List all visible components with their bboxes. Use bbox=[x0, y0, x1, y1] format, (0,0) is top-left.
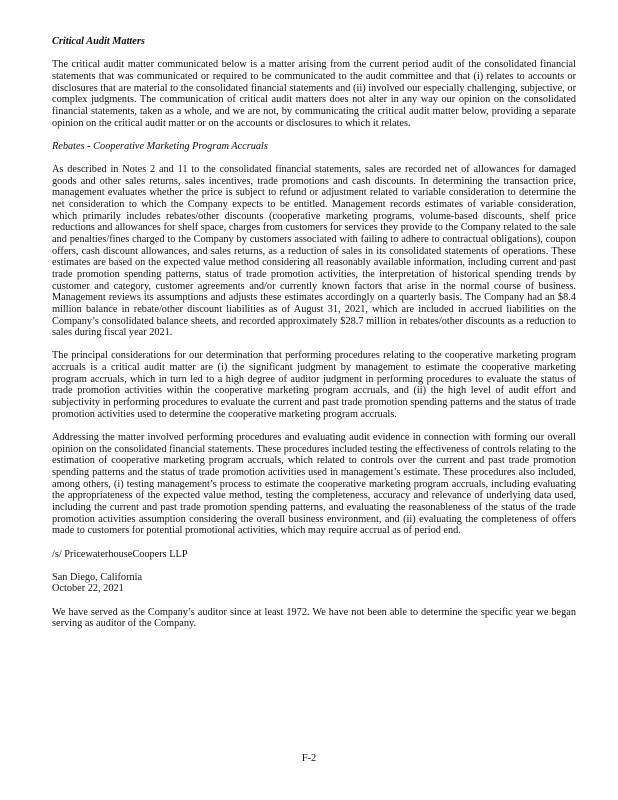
location: San Diego, California bbox=[52, 571, 143, 583]
closing-paragraph: We have served as the Company’s auditor since at least 1972. We have not been able to determine the specific year we began serving as auditor of the Company. bbox=[52, 606, 576, 630]
body-paragraph: As described in Notes 2 and 11 to the consolidated financial statements, sales are recorded net of allowances for damaged goods and other sales returns, sales incentives, trade promotions and cash discounts. In determining the transaction price, management evaluates whether the price is subject to refund or adjustment related to variable consideration to determine the net consideration to which the Company expects to be entitled. Management records estimates of variable consideration, which primarily includes rebates/other discounts (cooperative marketing programs, volume-based discounts, shelf price reductions and allowances for shelf space, charges from customers for services they provide to the Company related to the sale and penalties/fines charged to the Company by customers associated with failing to adhere to contractual obligations), coupon offers, cash discount allowances, and sales returns, as a reduction of sales in its consolidated statements of operations. These estimates are based on the expected value method considering all reasonably available information, including current and past trade promotion spending patterns, status of trade promotion activities, the interpretation of historical spending trends by customer and category, customer agreements and/or currently known factors that arise in the normal course of business. Management reviews its assumptions and adjusts these estimates accordingly on a quarterly basis. The Company had an $8.4 million balance in rebate/other discount liabilities as of August 31, 2021, which are included in accrued liabilities on the Company’s consolidated balance sheets, and recorded approximately $28.7 million in rebates/other discounts as a reduction to sales during fiscal year 2021. bbox=[52, 164, 576, 339]
subsection-heading: Rebates - Cooperative Marketing Program Accruals bbox=[52, 140, 268, 152]
location-date-block bbox=[52, 572, 576, 595]
signature: /s/ PricewaterhouseCoopers LLP bbox=[52, 548, 188, 560]
body-paragraph: The principal considerations for our determination that performing procedures relating to the cooperative marketing program accruals is a critical audit matter are (i) the significant judgment by management to estimate the cooperative marketing program accruals, which in turn led to a high degree of auditor judgment in performing procedures to evaluate the status of trade promotion activities within the cooperative marketing program accruals, and (ii) the high level of audit effort and subjectivity in performing procedures to evaluate the current and past trade promotion spending patterns and the status of trade promotion activities used to determine the cooperative marketing program accruals. bbox=[52, 350, 576, 420]
date: October 22, 2021 bbox=[52, 583, 124, 595]
page-number: F-2 bbox=[301, 753, 317, 764]
body-paragraph: Addressing the matter involved performing procedures and evaluating audit evidence in connection with forming our overall opinion on the consolidated financial statements. These procedures included testing the effectiveness of controls relating to the estimation of cooperative marketing program accruals, which related to controls over the current and past trade promotion spending patterns and the status of trade promotion activities used in management’s estimate. These procedures also included, among others, (i) testing management’s process to estimate the cooperative marketing program accruals, including evaluating the appropriateness of the expected value method, testing the completeness, accuracy and relevance of underlying data used, including the current and past trade promotion spending patterns, and evaluating the reasonableness of the status of the trade promotion activities assumption considering the overall business environment, and (ii) evaluating the completeness of offers made to customers for potential promotional activities, which may require accrual as of period end. bbox=[52, 432, 576, 537]
intro-paragraph: The critical audit matter communicated below is a matter arising from the current period audit of the consolidated financial statements that was communicated or required to be communicated to the audit committee and that (i) relates to accounts or disclosures that are material to the consolidated financial statements and (ii) involved our especially challenging, subjective, or complex judgments. The communication of critical audit matters does not alter in any way our opinion on the consolidated financial statements, taken as a whole, and we are not, by communicating the critical audit matter below, providing a separate opinion on the critical audit matter or on the accounts or disclosures to which it relates. bbox=[52, 59, 576, 129]
document-page bbox=[52, 36, 576, 642]
section-heading: Critical Audit Matters bbox=[52, 36, 145, 47]
